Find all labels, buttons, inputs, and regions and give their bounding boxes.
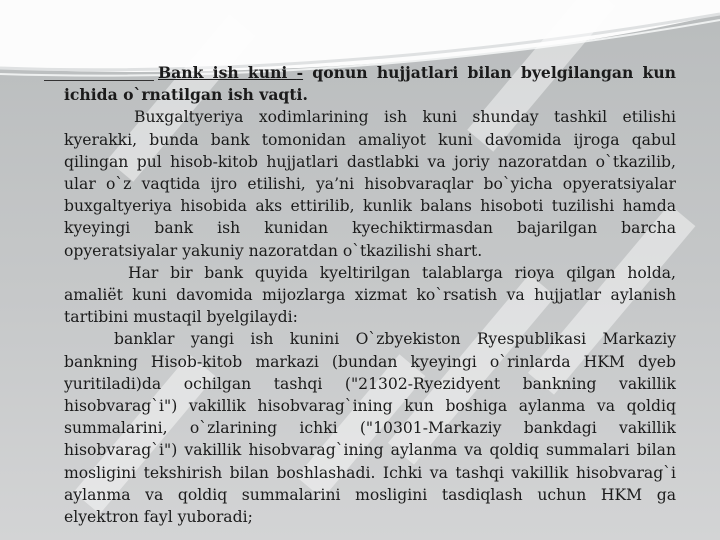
document-body bbox=[64, 62, 676, 528]
paragraph-2: Har bir bank quyida kyeltirilgan talablarga rioya qilgan holda, amaliёt kuni davomida mijozlarga xizmat ko`rsatish va hujjatlar aylanish tartibini mustaqil byelgilaydi: bbox=[64, 263, 676, 327]
title-definition: qonun hujjatlari bilan byelgilangan kun ichida o`rnatilgan ish vaqti. bbox=[64, 63, 676, 105]
paragraph-1: Buxgaltyeriya xodimlarining ish kuni shunday tashkil etilishi kyerakki, bunda bank tomonidan amaliyot kuni davomida ijroga qabul qilingan pul hisob-kitob hujjatlari dastlabki va joriy nazoratdan o`tkazilib, ular o`z vaqtida ijro etilishi, ya’ni hisobvaraqlar bo`yicha opyeratsiyalar buxgaltyeriya hisobida aks ettirilib, kunlik balans hisoboti tuzilishi hamda kyeyingi bank ish kunidan kyechiktirmasdan bajarilgan barcha opyeratsiyalar yakuniy nazoratdan o`tkazilishi shart. bbox=[64, 108, 676, 260]
paragraph-3: banklar yangi ish kunini O`zbyekiston Ryespublikasi Markaziy bankning Hisob-kitob markazi (bundan kyeyingi o`rinlarda HKM dyeb yuritiladi)da ochilgan tashqi ("21302-Ryezidyent bankning vakillik hisobvarag`i") vakillik hisobvarag`ining kun boshiga aylanma va qoldiq summalarini, o`zlarining ichki ("10301-Markaziy bankdagi vakillik hisobvarag`i") vakillik hisobvarag`ining aylanma va qoldiq summalari bilan mosligini tekshirish bilan boshlashadi. Ichki va tashqi vakillik hisobvarag`i aylanma va qoldiq summalarini mosligini tasdiqlash uchun HKM ga elyektron fayl yuboradi; bbox=[64, 330, 676, 527]
title-term: Bank ish kuni bbox=[158, 63, 297, 82]
definition-paragraph bbox=[64, 62, 676, 106]
title-dash: - bbox=[296, 63, 304, 82]
